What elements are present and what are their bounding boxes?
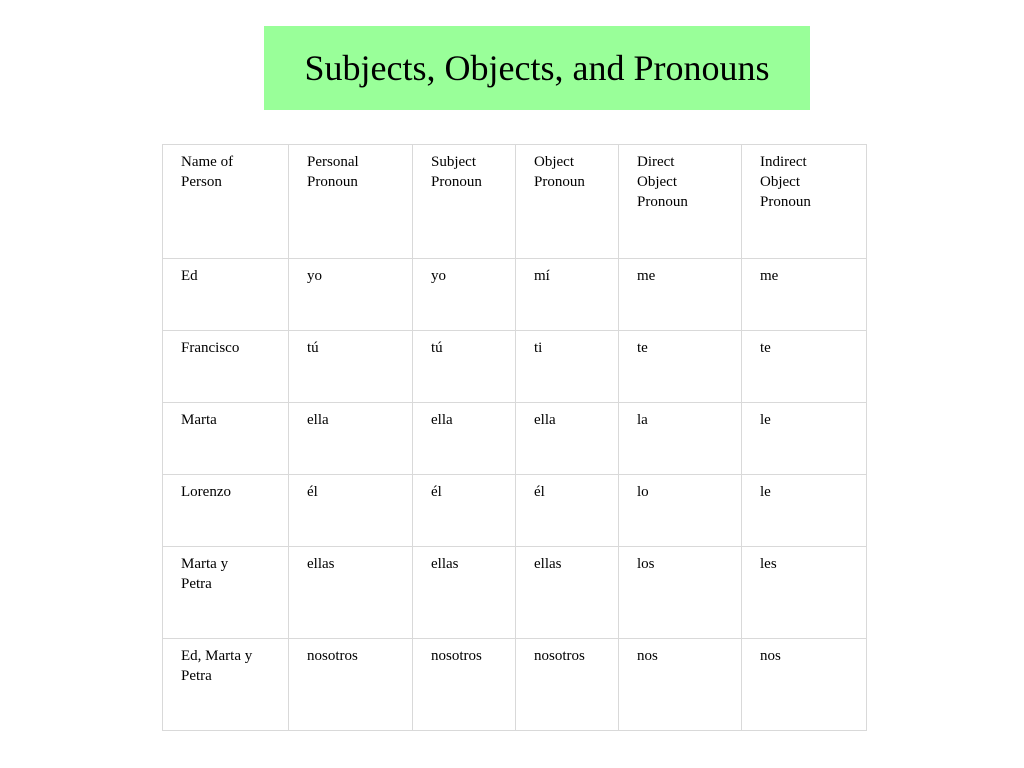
cell-text: ellas: [431, 556, 459, 572]
table-cell: [413, 639, 516, 731]
table-cell: [742, 331, 867, 403]
cell-text: ellas: [534, 556, 562, 572]
slide-title: Subjects, Objects, and Pronouns: [304, 48, 770, 88]
table-row: [163, 639, 867, 731]
table-cell: [619, 547, 742, 639]
table-row: [163, 547, 867, 639]
cell-text: yo: [431, 268, 446, 284]
table-cell: [413, 259, 516, 331]
table-cell: [619, 403, 742, 475]
cell-text: me: [760, 268, 779, 284]
cell-text: te: [637, 340, 648, 356]
table-cell: [413, 403, 516, 475]
header-label: Object Pronoun: [534, 154, 585, 190]
cell-text: Lorenzo: [181, 484, 231, 500]
cell-text: ella: [431, 412, 453, 428]
cell-text: Marta y Petra: [181, 556, 229, 592]
table-cell: [163, 547, 289, 639]
table-header-row: [163, 145, 867, 259]
header-label: Direct Object Pronoun: [637, 154, 688, 210]
table-cell: [163, 475, 289, 547]
cell-text: le: [760, 412, 771, 428]
table-cell: [619, 475, 742, 547]
cell-text: nosotros: [431, 648, 482, 664]
header-cell-indirect-object-pronoun: [742, 145, 867, 259]
table-cell: [742, 639, 867, 731]
table-cell: [163, 331, 289, 403]
table-cell: [413, 475, 516, 547]
cell-text: tú: [307, 340, 319, 356]
cell-text: tú: [431, 340, 443, 356]
table-cell: [289, 403, 413, 475]
table-cell: [289, 331, 413, 403]
table-cell: [289, 259, 413, 331]
cell-text: él: [307, 484, 318, 500]
cell-text: Francisco: [181, 340, 240, 356]
table-cell: [516, 403, 619, 475]
cell-text: le: [760, 484, 771, 500]
table-cell: [516, 331, 619, 403]
cell-text: nosotros: [534, 648, 585, 664]
table-cell: [289, 639, 413, 731]
cell-text: él: [534, 484, 545, 500]
header-label: Indirect Object Pronoun: [760, 154, 811, 210]
table-cell: [289, 475, 413, 547]
table-row: [163, 403, 867, 475]
header-label: Name of Person: [181, 154, 234, 190]
cell-text: ella: [534, 412, 556, 428]
cell-text: Ed, Marta y Petra: [181, 648, 253, 684]
cell-text: ella: [307, 412, 329, 428]
table-cell: [413, 331, 516, 403]
cell-text: nos: [760, 648, 781, 664]
header-label: Personal Pronoun: [307, 154, 359, 190]
cell-text: mí: [534, 268, 550, 284]
cell-text: ti: [534, 340, 543, 356]
table-cell: [163, 259, 289, 331]
header-label: Subject Pronoun: [431, 154, 482, 190]
table-cell: [742, 403, 867, 475]
cell-text: te: [760, 340, 771, 356]
cell-text: yo: [307, 268, 322, 284]
table-cell: [163, 403, 289, 475]
cell-text: nosotros: [307, 648, 358, 664]
pronoun-table: [162, 144, 867, 731]
table-cell: [619, 331, 742, 403]
header-cell-direct-object-pronoun: [619, 145, 742, 259]
cell-text: ellas: [307, 556, 335, 572]
table-cell: [516, 639, 619, 731]
table-cell: [516, 547, 619, 639]
table-cell: [516, 259, 619, 331]
cell-text: él: [431, 484, 442, 500]
cell-text: Marta: [181, 412, 217, 428]
table-cell: [289, 547, 413, 639]
cell-text: lo: [637, 484, 649, 500]
table-row: [163, 259, 867, 331]
table-cell: [516, 475, 619, 547]
cell-text: los: [637, 556, 655, 572]
table-row: [163, 475, 867, 547]
table-cell: [742, 475, 867, 547]
cell-text: me: [637, 268, 656, 284]
table-cell: [742, 259, 867, 331]
cell-text: la: [637, 412, 648, 428]
table-cell: [619, 639, 742, 731]
title-box: [264, 26, 810, 110]
cell-text: nos: [637, 648, 658, 664]
header-cell-subject-pronoun: [413, 145, 516, 259]
table-cell: [413, 547, 516, 639]
table-cell: [163, 639, 289, 731]
header-cell-object-pronoun: [516, 145, 619, 259]
table-row: [163, 331, 867, 403]
header-cell-personal-pronoun: [289, 145, 413, 259]
header-cell-name-of-person: [163, 145, 289, 259]
table-cell: [742, 547, 867, 639]
cell-text: Ed: [181, 268, 198, 284]
table-cell: [619, 259, 742, 331]
cell-text: les: [760, 556, 777, 572]
